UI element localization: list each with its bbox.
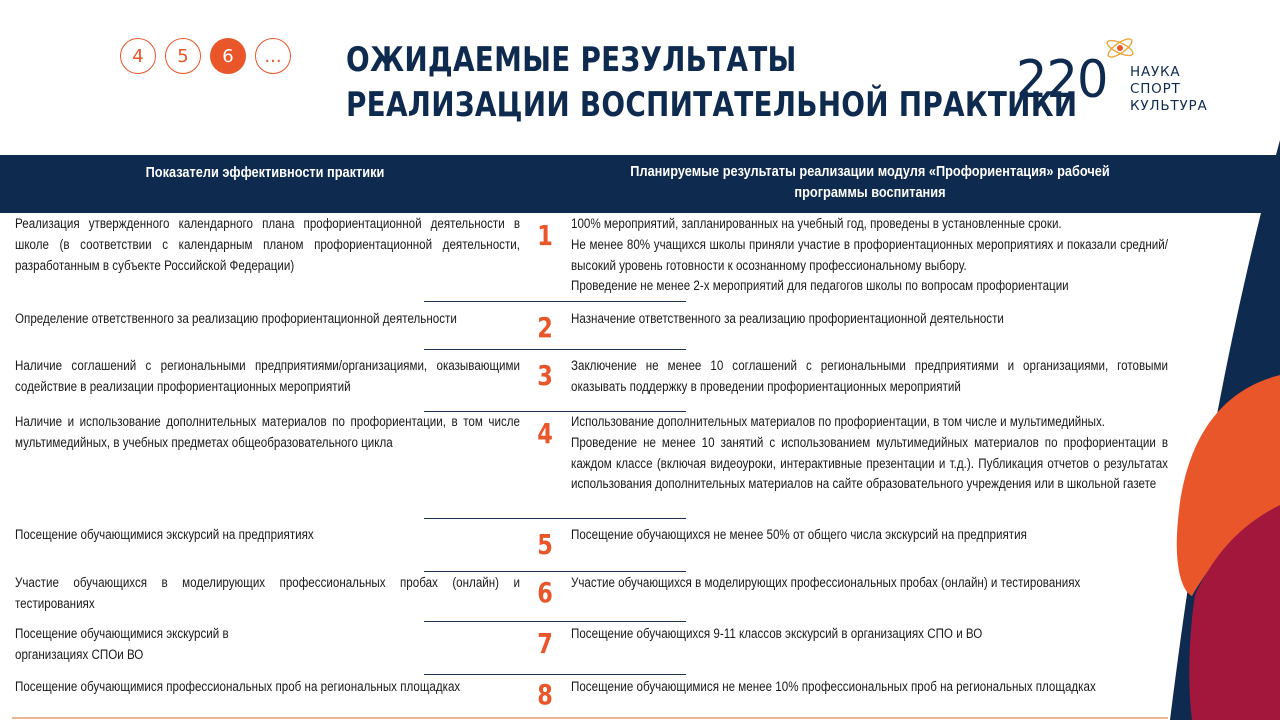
- indicator-line: Посещение обучающимися экскурсий в: [15, 626, 229, 641]
- indicator-cell: Посещение обучающимися профессиональных проб на региональных площадках: [15, 679, 461, 694]
- navy-wave-shape: [1170, 140, 1280, 720]
- row-number: 4: [537, 417, 553, 450]
- result-cell: [571, 677, 1168, 698]
- page-title-line-2: РЕАЛИЗАЦИИ ВОСПИТАТЕЛЬНОЙ ПРАКТИКИ: [346, 85, 1078, 125]
- indicator-cell: Определение ответственного за реализацию профориентационной деятельности: [15, 311, 457, 326]
- row-divider: [424, 571, 686, 572]
- logo: [1016, 34, 1226, 124]
- table-header: [0, 155, 1280, 213]
- step-5[interactable]: 5: [165, 38, 201, 74]
- bottom-divider: [12, 717, 1168, 719]
- orange-wave-shape: [1177, 375, 1280, 596]
- row-number: 3: [537, 359, 553, 392]
- step-navigation: [120, 38, 291, 74]
- indicator-cell: Наличие соглашений с региональными предприятиями/организациями, оказывающими содействие в реализации профориентационных мероприятий: [15, 358, 520, 394]
- row-divider: [424, 301, 686, 302]
- row-number: 2: [537, 311, 553, 344]
- result-cell: [571, 356, 1168, 398]
- result-line: Назначение ответственного за реализацию профориентационной деятельности: [571, 311, 1004, 326]
- step-6-active[interactable]: 6: [210, 38, 246, 74]
- result-line: Заключение не менее 10 соглашений с региональными предприятиями и организациями, готовыми оказывать поддержку в проведении профориентационных мероприятий: [571, 358, 1168, 394]
- step-more[interactable]: ...: [255, 38, 291, 74]
- result-line: Посещение обучающихся 9-11 классов экскурсий в организациях СПО и ВО: [571, 626, 983, 641]
- indicator-cell: Наличие и использование дополнительных материалов по профориентации, в том числе мультимедийных, в учебных предметах общеобразовательного цикла: [15, 414, 520, 450]
- result-cell: [571, 573, 1168, 594]
- row-divider: [424, 674, 686, 675]
- step-4[interactable]: 4: [120, 38, 156, 74]
- logo-word-science: НАУКА: [1130, 64, 1181, 80]
- result-line: Не менее 80% учащихся школы приняли участие в профориентационных мероприятиях и показали средний/высокий уровень готовности к осознанному профессиональному выбору.: [571, 236, 1168, 273]
- logo-word-culture: КУЛЬТУРА: [1130, 98, 1208, 114]
- indicator-cell: Участие обучающихся в моделирующих профессиональных пробах (онлайн) и тестированиях: [15, 575, 520, 611]
- result-cell: [571, 309, 1168, 330]
- header-results: Планируемые результаты реализации модуля «Профориентация» рабочей программы воспитания: [630, 164, 1110, 201]
- result-line: Проведение не менее 2-х мероприятий для педагогов школы по вопросам профориентации: [571, 278, 1069, 294]
- result-cell: [571, 525, 1168, 546]
- row-number: 5: [537, 528, 553, 561]
- result-cell: [571, 624, 1168, 645]
- indicator-cell: Посещение обучающимися экскурсий на предприятиях: [15, 527, 314, 542]
- page-title-line-1: ОЖИДАЕМЫЕ РЕЗУЛЬТАТЫ: [346, 40, 797, 80]
- result-line: Проведение не менее 10 занятий с использованием мультимедийных материалов по профориентации в каждом классе (включая видеоуроки, интерактивные презентации и т.д.). Публикация отчетов о результатах использования дополнительных материалов на сайте образовательного учреждения или в школьной газете: [571, 434, 1168, 492]
- row-divider: [424, 621, 686, 622]
- row-number: 7: [537, 627, 553, 660]
- result-line: Посещение обучающихся не менее 50% от общего числа экскурсий на предприятия: [571, 527, 1027, 542]
- logo-number: 220: [1016, 50, 1108, 110]
- crimson-wave-shape: [1189, 505, 1280, 720]
- result-cell: [571, 412, 1168, 495]
- result-line: 100% мероприятий, запланированных на учебный год, проведены в установленные сроки.: [571, 216, 1062, 231]
- row-number: 6: [537, 576, 553, 609]
- result-cell: [571, 214, 1168, 297]
- header-indicators: Показатели эффективности практики: [145, 165, 385, 181]
- result-line: Посещение обучающимися не менее 10% профессиональных проб на региональных площадках: [571, 679, 1096, 694]
- row-divider: [424, 349, 686, 350]
- page-title: [346, 38, 1077, 128]
- logo-words: [1130, 64, 1207, 115]
- logo-word-sport: СПОРТ: [1130, 81, 1181, 97]
- indicator-cell: [15, 624, 520, 666]
- result-line: Использование дополнительных материалов по профориентации, в том числе и мультимедийных.: [571, 414, 1105, 429]
- row-number: 8: [537, 678, 553, 711]
- indicator-line: организациях СПОи ВО: [15, 646, 144, 662]
- row-number: 1: [537, 219, 553, 252]
- row-divider: [424, 518, 686, 519]
- indicator-cell: Реализация утвержденного календарного плана профориентационной деятельности в школе (в соответствии с календарным планом профориентационной деятельности, разработанным в субъекте Российской Федерации): [15, 216, 520, 273]
- result-line: Участие обучающихся в моделирующих профессиональных пробах (онлайн) и тестированиях: [571, 575, 1081, 590]
